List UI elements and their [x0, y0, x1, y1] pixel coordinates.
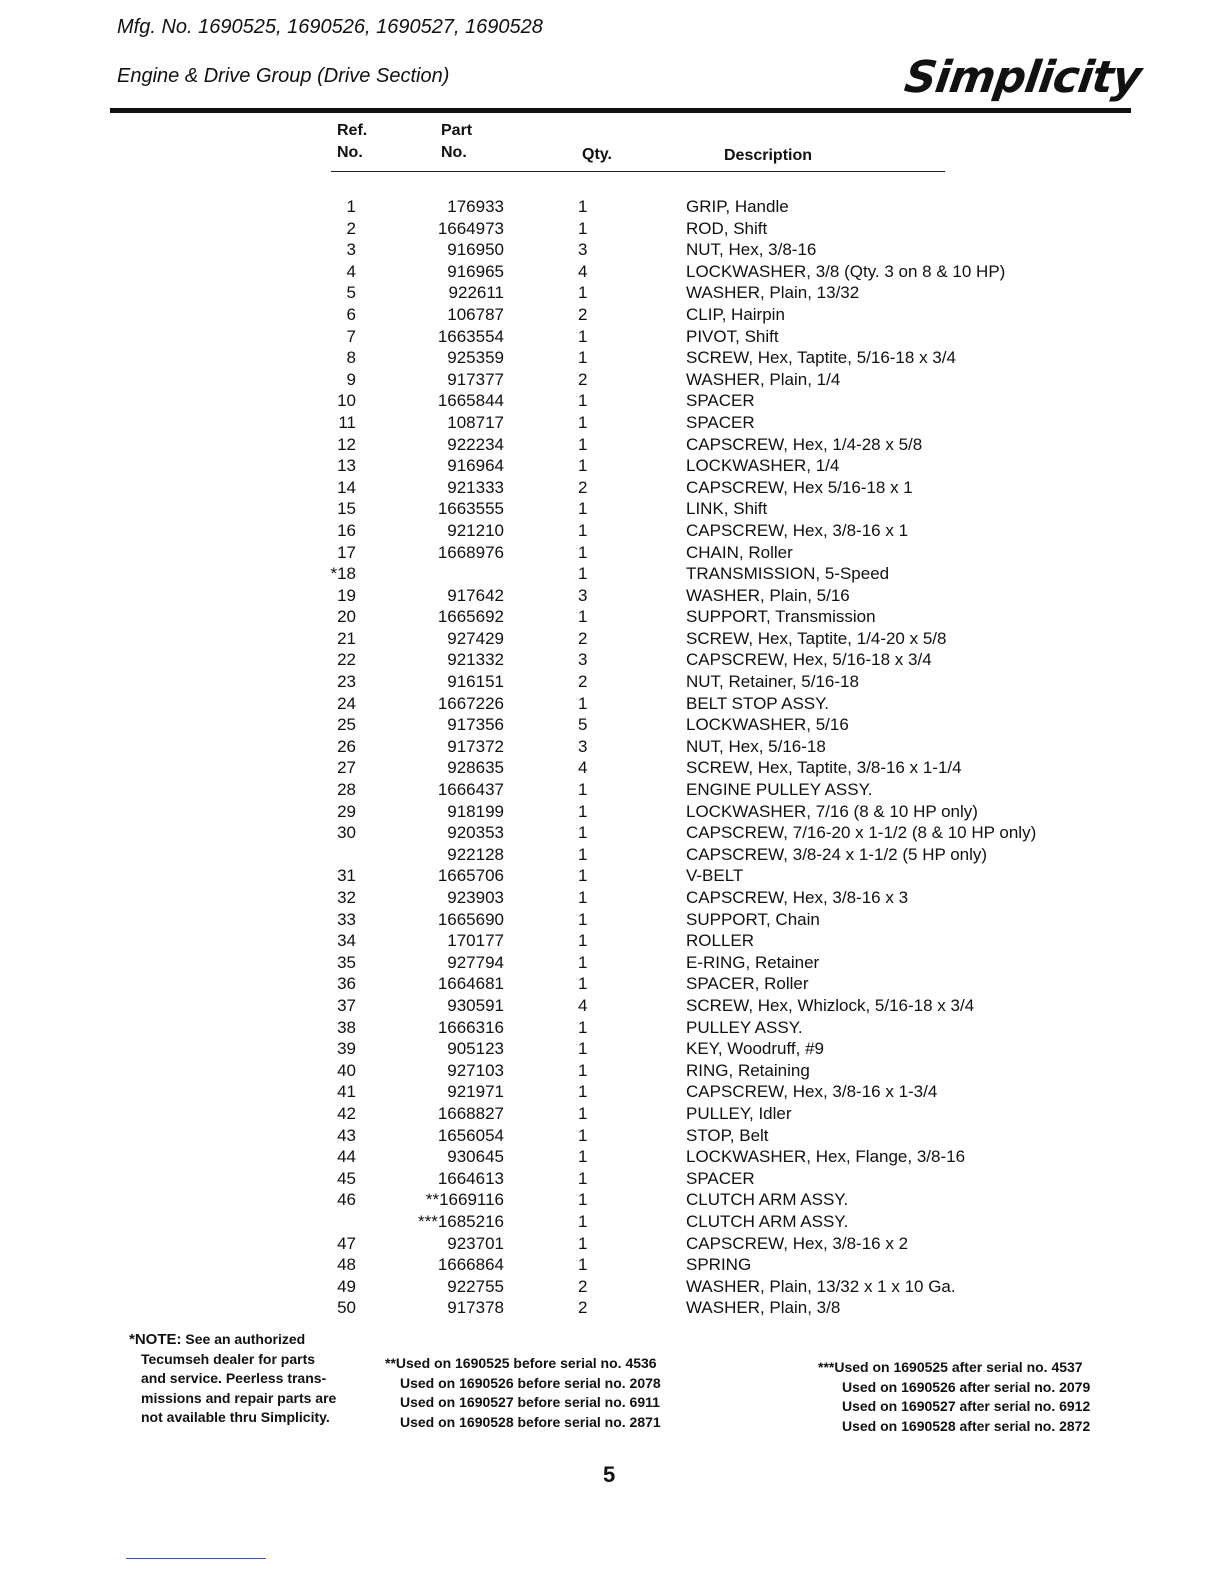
table-row [0, 1060, 1224, 1082]
description: LOCKWASHER, 3/8 (Qty. 3 on 8 & 10 HP) [686, 261, 1006, 281]
table-row [0, 1254, 1224, 1276]
qty: 2 [578, 628, 588, 648]
part-no: 1665844 [437, 391, 504, 411]
part-no: 1665690 [437, 909, 504, 929]
qty: 1 [578, 326, 588, 346]
description: SPRING [686, 1255, 752, 1275]
ref-no: 17 [337, 542, 356, 562]
qty: 1 [578, 866, 588, 886]
table-row [0, 952, 1224, 974]
ref-no: 30 [337, 823, 356, 843]
description: SPACER [686, 391, 755, 411]
qty: 1 [578, 974, 588, 994]
table-row [0, 1125, 1224, 1147]
table-row [0, 1168, 1224, 1190]
description: WASHER, Plain, 5/16 [686, 585, 850, 605]
part-no: 920353 [447, 823, 504, 843]
description: CHAIN, Roller [686, 542, 793, 562]
ref-no: 48 [337, 1255, 356, 1275]
description: ENGINE PULLEY ASSY. [686, 780, 873, 800]
description: CAPSCREW, 7/16-20 x 1-1/2 (8 & 10 HP only) [686, 823, 1037, 843]
description: CAPSCREW, Hex, 3/8-16 x 2 [686, 1233, 909, 1253]
table-row [0, 326, 1224, 348]
table-row [0, 1146, 1224, 1168]
table-row [0, 347, 1224, 369]
table-row [0, 1211, 1224, 1233]
section-title: Engine & Drive Group (Drive Section) [117, 65, 450, 87]
table-row [0, 822, 1224, 844]
part-no: 106787 [447, 304, 504, 324]
qty: 1 [578, 1017, 588, 1037]
qty: 4 [578, 758, 588, 778]
part-no: 922234 [447, 434, 504, 454]
qty: 1 [578, 823, 588, 843]
table-row [0, 498, 1224, 520]
description: CLUTCH ARM ASSY. [686, 1190, 849, 1210]
description: CAPSCREW, Hex, 3/8-16 x 1-3/4 [686, 1082, 938, 1102]
ref-no: 45 [337, 1168, 356, 1188]
table-row [0, 455, 1224, 477]
description: PIVOT, Shift [686, 326, 779, 346]
mfg-numbers: Mfg. No. 1690525, 1690526, 1690527, 1690528 [117, 16, 543, 38]
part-no: **1669116 [425, 1190, 504, 1210]
part-no: 922128 [447, 844, 504, 864]
page-number: 5 [603, 1462, 616, 1487]
part-no: 1664613 [437, 1168, 504, 1188]
description: CLUTCH ARM ASSY. [686, 1211, 849, 1231]
table-row [0, 844, 1224, 866]
qty: 1 [578, 499, 588, 519]
qty: 1 [578, 283, 588, 303]
qty: 4 [578, 261, 588, 281]
qty: 1 [578, 607, 588, 627]
description: STOP, Belt [686, 1125, 769, 1145]
table-row [0, 196, 1224, 218]
qty: 1 [578, 348, 588, 368]
table-row [0, 973, 1224, 995]
qty: 1 [578, 1168, 588, 1188]
qty: 1 [578, 1082, 588, 1102]
table-row [0, 1276, 1224, 1298]
ref-no: 9 [346, 369, 356, 389]
qty: 4 [578, 995, 588, 1015]
description: SCREW, Hex, Taptite, 5/16-18 x 3/4 [686, 348, 956, 368]
table-row [0, 606, 1224, 628]
qty: 3 [578, 650, 588, 670]
col-header-ref: Ref. No. [337, 122, 368, 161]
qty: 1 [578, 780, 588, 800]
description: NUT, Hex, 5/16-18 [686, 736, 826, 756]
table-row [0, 282, 1224, 304]
part-no: 923701 [447, 1233, 504, 1253]
part-no: 108717 [447, 412, 504, 432]
qty: 1 [578, 1039, 588, 1059]
part-no: 1668827 [437, 1103, 504, 1123]
ref-no: 7 [346, 326, 356, 346]
part-no: 1666864 [437, 1255, 504, 1275]
qty: 1 [578, 456, 588, 476]
ref-no: 6 [346, 304, 356, 324]
ref-no: 34 [337, 931, 356, 951]
qty: 1 [578, 931, 588, 951]
part-no: 916965 [447, 261, 504, 281]
description: LOCKWASHER, 7/16 (8 & 10 HP only) [686, 801, 978, 821]
qty: 3 [578, 585, 588, 605]
ref-no: 8 [346, 348, 356, 368]
description: GRIP, Handle [686, 197, 789, 216]
table-row [0, 1103, 1224, 1125]
description: CAPSCREW, Hex, 5/16-18 x 3/4 [686, 650, 932, 670]
table-row [0, 909, 1224, 931]
ref-no: 26 [337, 736, 356, 756]
ref-no: 46 [337, 1190, 356, 1210]
part-no: 916950 [447, 240, 504, 260]
part-no: 917378 [447, 1298, 504, 1318]
table-row [0, 1038, 1224, 1060]
description: CAPSCREW, Hex, 1/4-28 x 5/8 [686, 434, 923, 454]
qty: 1 [578, 542, 588, 562]
table-row [0, 218, 1224, 240]
ref-no: 35 [337, 952, 356, 972]
qty: 2 [578, 477, 588, 497]
ref-no: 25 [337, 715, 356, 735]
part-no: 905123 [447, 1039, 504, 1059]
qty: 1 [578, 909, 588, 929]
ref-no: 19 [337, 585, 356, 605]
part-no: 918199 [447, 801, 504, 821]
parts-table [0, 196, 1224, 1319]
part-no: 1667226 [437, 693, 504, 713]
header-rule [110, 108, 1131, 113]
table-row [0, 434, 1224, 456]
qty: 1 [578, 434, 588, 454]
part-no: 917372 [447, 736, 504, 756]
table-row [0, 649, 1224, 671]
description: SCREW, Hex, Taptite, 1/4-20 x 5/8 [686, 628, 947, 648]
table-row [0, 563, 1224, 585]
ref-no: 14 [337, 477, 356, 497]
qty: 3 [578, 736, 588, 756]
part-no: 925359 [447, 348, 504, 368]
part-no: 928635 [447, 758, 504, 778]
ref-no: 11 [338, 412, 356, 432]
table-row [0, 520, 1224, 542]
ref-no: 24 [337, 693, 356, 713]
qty: 2 [578, 369, 588, 389]
part-no: 927429 [447, 628, 504, 648]
table-row [0, 412, 1224, 434]
table-row [0, 801, 1224, 823]
description: SUPPORT, Chain [686, 909, 820, 929]
ref-no: 49 [337, 1276, 356, 1296]
qty: 1 [578, 844, 588, 864]
ref-no: 2 [346, 218, 356, 238]
table-row [0, 671, 1224, 693]
ref-no: 12 [337, 434, 356, 454]
qty: 1 [578, 1190, 588, 1210]
before-serial-footnote: **Used on 1690525 before serial no. 4536 Used on 1690526 before serial no. 2078 Used on 1690527 before serial no. 6911 Used on 1690528 before serial no. 2871 [385, 1355, 661, 1430]
table-row [0, 865, 1224, 887]
part-no: 917356 [447, 715, 504, 735]
description: CAPSCREW, Hex, 3/8-16 x 3 [686, 888, 909, 907]
part-no: 922755 [447, 1276, 504, 1296]
ref-no: 31 [337, 866, 356, 886]
part-no: 921210 [447, 520, 504, 540]
qty: 2 [578, 304, 588, 324]
table-row [0, 779, 1224, 801]
part-no: 1666437 [437, 780, 504, 800]
qty: 1 [578, 218, 588, 238]
table-row [0, 714, 1224, 736]
ref-no: 36 [337, 974, 356, 994]
qty: 5 [578, 715, 588, 735]
part-no: 176933 [447, 197, 504, 216]
description: PULLEY, Idler [686, 1103, 792, 1123]
ref-no: 1 [346, 197, 356, 216]
table-row [0, 239, 1224, 261]
ref-no: 41 [337, 1082, 356, 1102]
part-no: 1656054 [437, 1125, 504, 1145]
qty: 1 [578, 520, 588, 540]
table-row [0, 585, 1224, 607]
qty: 1 [578, 1147, 588, 1167]
table-row [0, 1189, 1224, 1211]
qty: 2 [578, 1298, 588, 1318]
description: RING, Retaining [686, 1060, 810, 1080]
description: SPACER [686, 1168, 755, 1188]
description: SPACER [686, 412, 755, 432]
table-row [0, 693, 1224, 715]
table-row [0, 887, 1224, 909]
part-no: 930591 [447, 995, 504, 1015]
description: CAPSCREW, Hex 5/16-18 x 1 [686, 477, 913, 497]
table-row [0, 304, 1224, 326]
ref-no: 29 [337, 801, 356, 821]
description: SPACER, Roller [686, 974, 809, 994]
table-row [0, 1081, 1224, 1103]
ref-no: 16 [337, 520, 356, 540]
part-no: 917642 [447, 585, 504, 605]
ref-no: 27 [337, 758, 356, 778]
qty: 1 [578, 693, 588, 713]
description: LOCKWASHER, 1/4 [686, 456, 840, 476]
part-no: 921333 [447, 477, 504, 497]
qty: 1 [578, 391, 588, 411]
part-no: 917377 [447, 369, 504, 389]
qty: 1 [578, 952, 588, 972]
table-row [0, 542, 1224, 564]
qty: 1 [578, 1255, 588, 1275]
description: WASHER, Plain, 13/32 x 1 x 10 Ga. [686, 1276, 956, 1296]
qty: 1 [578, 888, 588, 907]
ref-no: 13 [337, 456, 356, 476]
qty: 1 [578, 1060, 588, 1080]
qty: 1 [578, 1233, 588, 1253]
description: SCREW, Hex, Whizlock, 5/16-18 x 3/4 [686, 995, 975, 1015]
ref-no: 42 [337, 1103, 356, 1123]
brand-logo: Simplicity [901, 52, 1144, 103]
part-no: 1664681 [437, 974, 504, 994]
ref-no: 5 [346, 283, 356, 303]
table-row [0, 1297, 1224, 1319]
table-row [0, 628, 1224, 650]
table-row [0, 390, 1224, 412]
ref-no: 38 [337, 1017, 356, 1037]
description: WASHER, Plain, 1/4 [686, 369, 841, 389]
tecumseh-note: *NOTE: See an authorized Tecumseh dealer for parts and service. Peerless trans- missions and repair parts are not available thru Simplicity. [129, 1331, 337, 1425]
description: CAPSCREW, 3/8-24 x 1-1/2 (5 HP only) [686, 844, 988, 864]
col-header-description: Description [724, 147, 813, 164]
description: V-BELT [686, 866, 744, 886]
qty: 1 [578, 1211, 588, 1231]
part-no: 922611 [448, 283, 504, 303]
table-row [0, 261, 1224, 283]
description: ROLLER [686, 931, 755, 951]
ref-no: 33 [337, 909, 356, 929]
col-header-qty: Qty. [582, 146, 612, 163]
ref-no: 40 [337, 1060, 356, 1080]
description: KEY, Woodruff, #9 [686, 1039, 824, 1059]
part-no: 1666316 [437, 1017, 504, 1037]
description: BELT STOP ASSY. [686, 693, 830, 713]
after-serial-footnote: ***Used on 1690525 after serial no. 4537 Used on 1690526 after serial no. 2079 Used on 1690527 after serial no. 6912 Used on 1690528 after serial no. 2872 [818, 1359, 1091, 1434]
ref-no: 15 [337, 499, 356, 519]
part-no: 930645 [447, 1147, 504, 1167]
ref-no: 20 [337, 607, 356, 627]
description: WASHER, Plain, 13/32 [686, 283, 860, 303]
part-no: 1665706 [437, 866, 504, 886]
description: SUPPORT, Transmission [686, 607, 876, 627]
qty: 1 [578, 412, 588, 432]
description: E-RING, Retainer [686, 952, 820, 972]
part-no: ***1685216 [417, 1211, 504, 1231]
description: CAPSCREW, Hex, 3/8-16 x 1 [686, 520, 909, 540]
part-no: 921332 [447, 650, 504, 670]
ref-no: 23 [337, 672, 356, 692]
part-no: 916964 [447, 456, 504, 476]
description: SCREW, Hex, Taptite, 3/8-16 x 1-1/4 [686, 758, 962, 778]
table-row [0, 930, 1224, 952]
part-no: 170177 [447, 931, 504, 951]
table-row [0, 736, 1224, 758]
table-header-rule [331, 171, 945, 172]
ref-no: 43 [337, 1125, 356, 1145]
table-row [0, 477, 1224, 499]
qty: 2 [578, 672, 588, 692]
ref-no: 21 [337, 628, 356, 648]
qty: 1 [578, 1103, 588, 1123]
description: LOCKWASHER, 5/16 [686, 715, 849, 735]
description: NUT, Retainer, 5/16-18 [686, 672, 859, 692]
description: WASHER, Plain, 3/8 [686, 1298, 841, 1318]
ref-no: 44 [337, 1147, 356, 1167]
qty: 1 [578, 801, 588, 821]
part-no: 1663555 [437, 499, 504, 519]
part-no: 1668976 [437, 542, 504, 562]
ref-no: 10 [337, 391, 356, 411]
description: LINK, Shift [686, 499, 768, 519]
description: CLIP, Hairpin [686, 304, 785, 324]
qty: 1 [578, 1125, 588, 1145]
qty: 1 [578, 197, 588, 216]
col-header-part: Part No. [441, 122, 473, 161]
part-no: 1665692 [437, 607, 504, 627]
ref-no: 4 [346, 261, 356, 281]
ref-no: 32 [337, 888, 356, 907]
table-row [0, 1233, 1224, 1255]
part-no: 921971 [447, 1082, 504, 1102]
table-row [0, 369, 1224, 391]
part-no: 923903 [447, 888, 504, 907]
part-no: 927103 [447, 1060, 504, 1080]
footer-rule [126, 1558, 266, 1559]
description: PULLEY ASSY. [686, 1017, 803, 1037]
part-no: 1664973 [437, 218, 504, 238]
qty: 3 [578, 240, 588, 260]
ref-no: 22 [337, 650, 356, 670]
table-row [0, 757, 1224, 779]
description: TRANSMISSION, 5-Speed [686, 564, 890, 584]
table-row [0, 1017, 1224, 1039]
description: ROD, Shift [686, 218, 768, 238]
ref-no: 47 [337, 1233, 356, 1253]
description: LOCKWASHER, Hex, Flange, 3/8-16 [686, 1147, 966, 1167]
ref-no: 50 [337, 1298, 356, 1318]
qty: 2 [578, 1276, 588, 1296]
table-row [0, 995, 1224, 1017]
part-no: 927794 [447, 952, 504, 972]
ref-no: 3 [346, 240, 356, 260]
ref-no: 39 [337, 1039, 356, 1059]
ref-no: 37 [337, 995, 356, 1015]
part-no: 1663554 [437, 326, 504, 346]
description: NUT, Hex, 3/8-16 [686, 240, 817, 260]
part-no: 916151 [447, 672, 504, 692]
ref-no: 28 [337, 780, 356, 800]
qty: 1 [578, 564, 588, 584]
ref-no: *18 [330, 564, 356, 584]
